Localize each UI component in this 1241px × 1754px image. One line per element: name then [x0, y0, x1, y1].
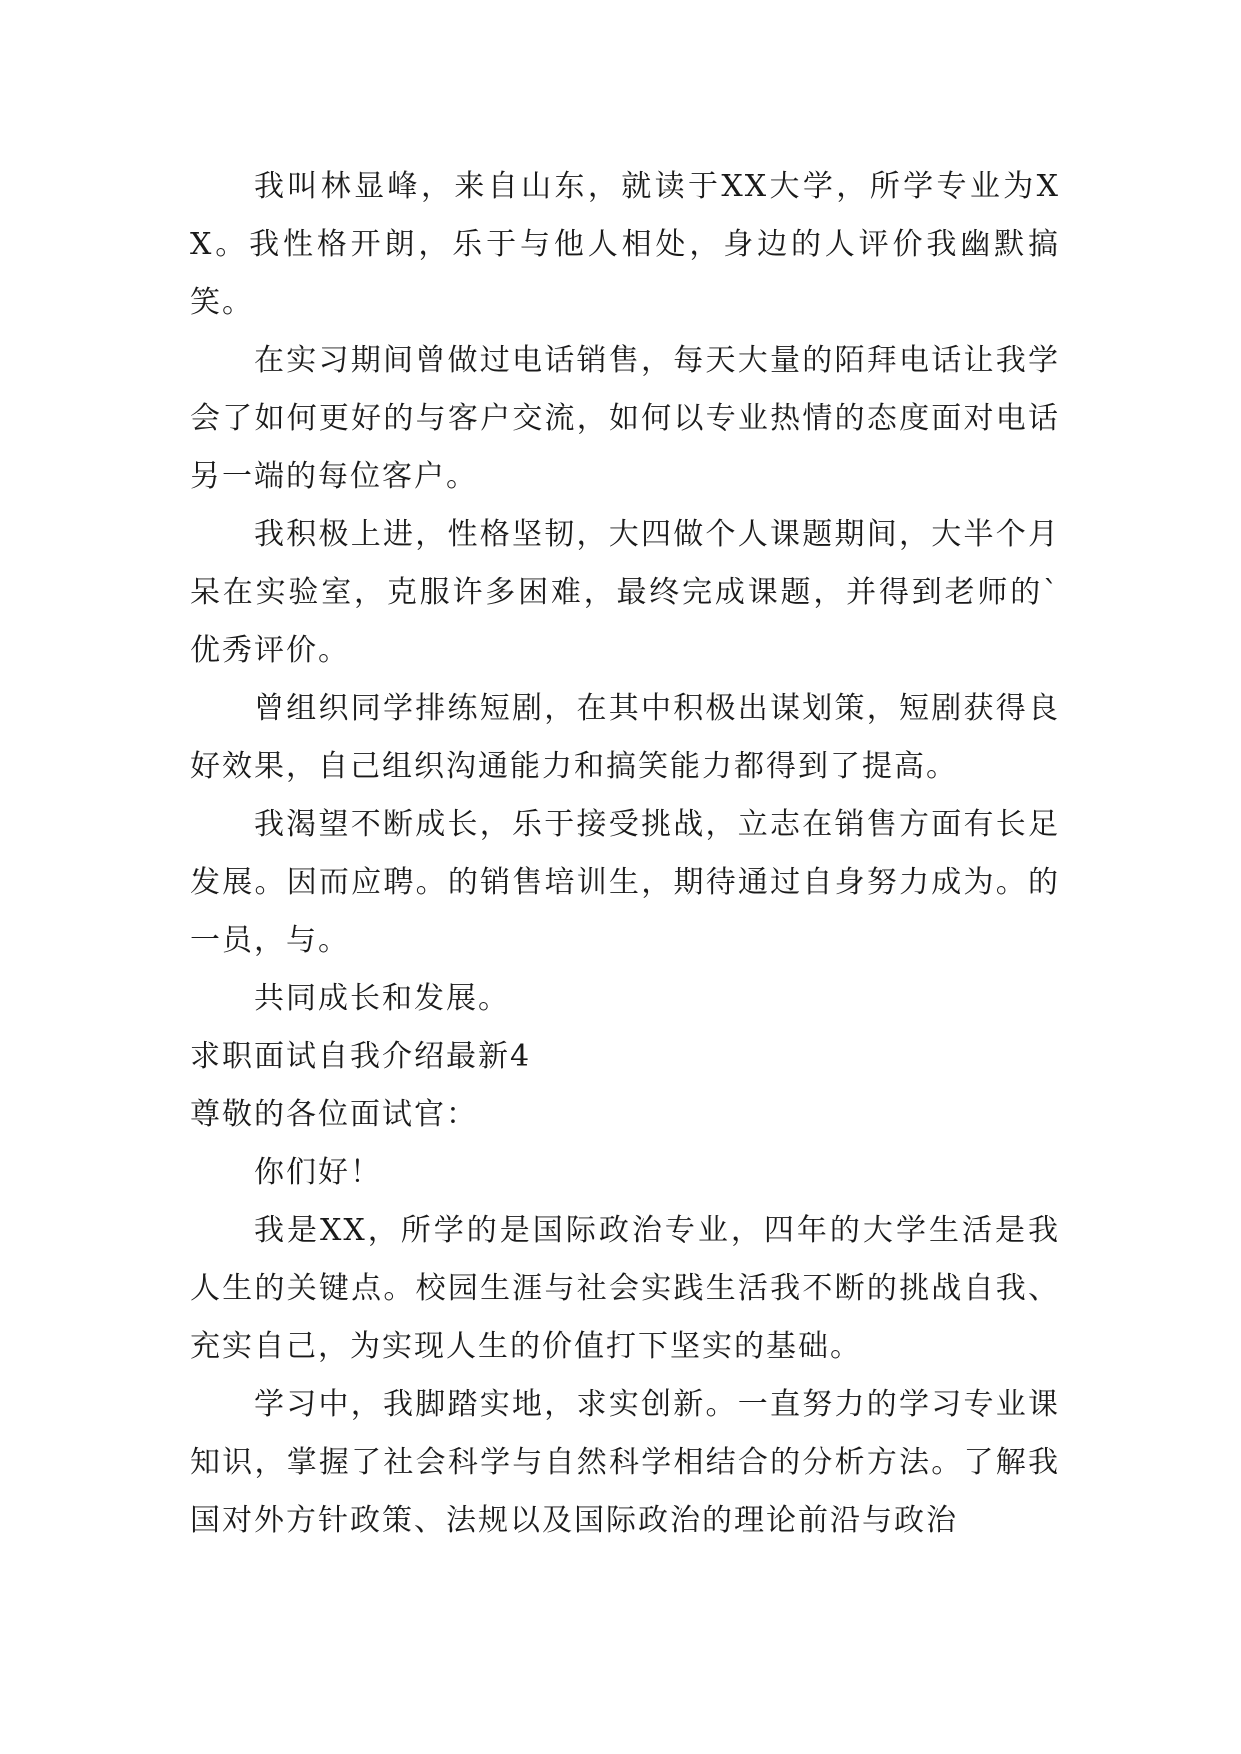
paragraph-goal: 我渴望不断成长，乐于接受挑战，立志在销售方面有长足发展。因而应聘。的销售培训生，期待通过自身努力成为。的一员，与。 — [190, 807, 1060, 958]
document-body — [190, 158, 1060, 1550]
paragraph-internship: 在实习期间曾做过电话销售，每天大量的陌拜电话让我学会了如何更好的与客户交流，如何以专业热情的态度面对电话另一端的每位客户。 — [190, 343, 1060, 494]
paragraph-growth: 共同成长和发展。 — [254, 981, 510, 1016]
salutation: 尊敬的各位面试官： — [190, 1097, 478, 1132]
section-title: 求职面试自我介绍最新4 — [190, 1039, 532, 1074]
paragraph-study: 学习中，我脚踏实地，求实创新。一直努力的学习专业课知识，掌握了社会科学与自然科学相结合的分析方法。了解我国对外方针政策、法规以及国际政治的理论前沿与政治 — [190, 1387, 1060, 1538]
paragraph-drama: 曾组织同学排练短剧，在其中积极出谋划策，短剧获得良好效果，自己组织沟通能力和搞笑能力都得到了提高。 — [190, 691, 1060, 784]
paragraph-self-intro: 我是XX，所学的是国际政治专业，四年的大学生活是我人生的关键点。校园生涯与社会实践生活我不断的挑战自我、充实自己，为实现人生的价值打下坚实的基础。 — [190, 1213, 1060, 1364]
paragraph-intro: 我叫林显峰，来自山东，就读于XX大学，所学专业为XX。我性格开朗，乐于与他人相处，身边的人评价我幽默搞笑。 — [190, 169, 1060, 320]
paragraph-project: 我积极上进，性格坚韧，大四做个人课题期间，大半个月呆在实验室，克服许多困难，最终完成课题，并得到老师的`优秀评价。 — [190, 517, 1060, 668]
greeting: 你们好！ — [254, 1155, 382, 1190]
